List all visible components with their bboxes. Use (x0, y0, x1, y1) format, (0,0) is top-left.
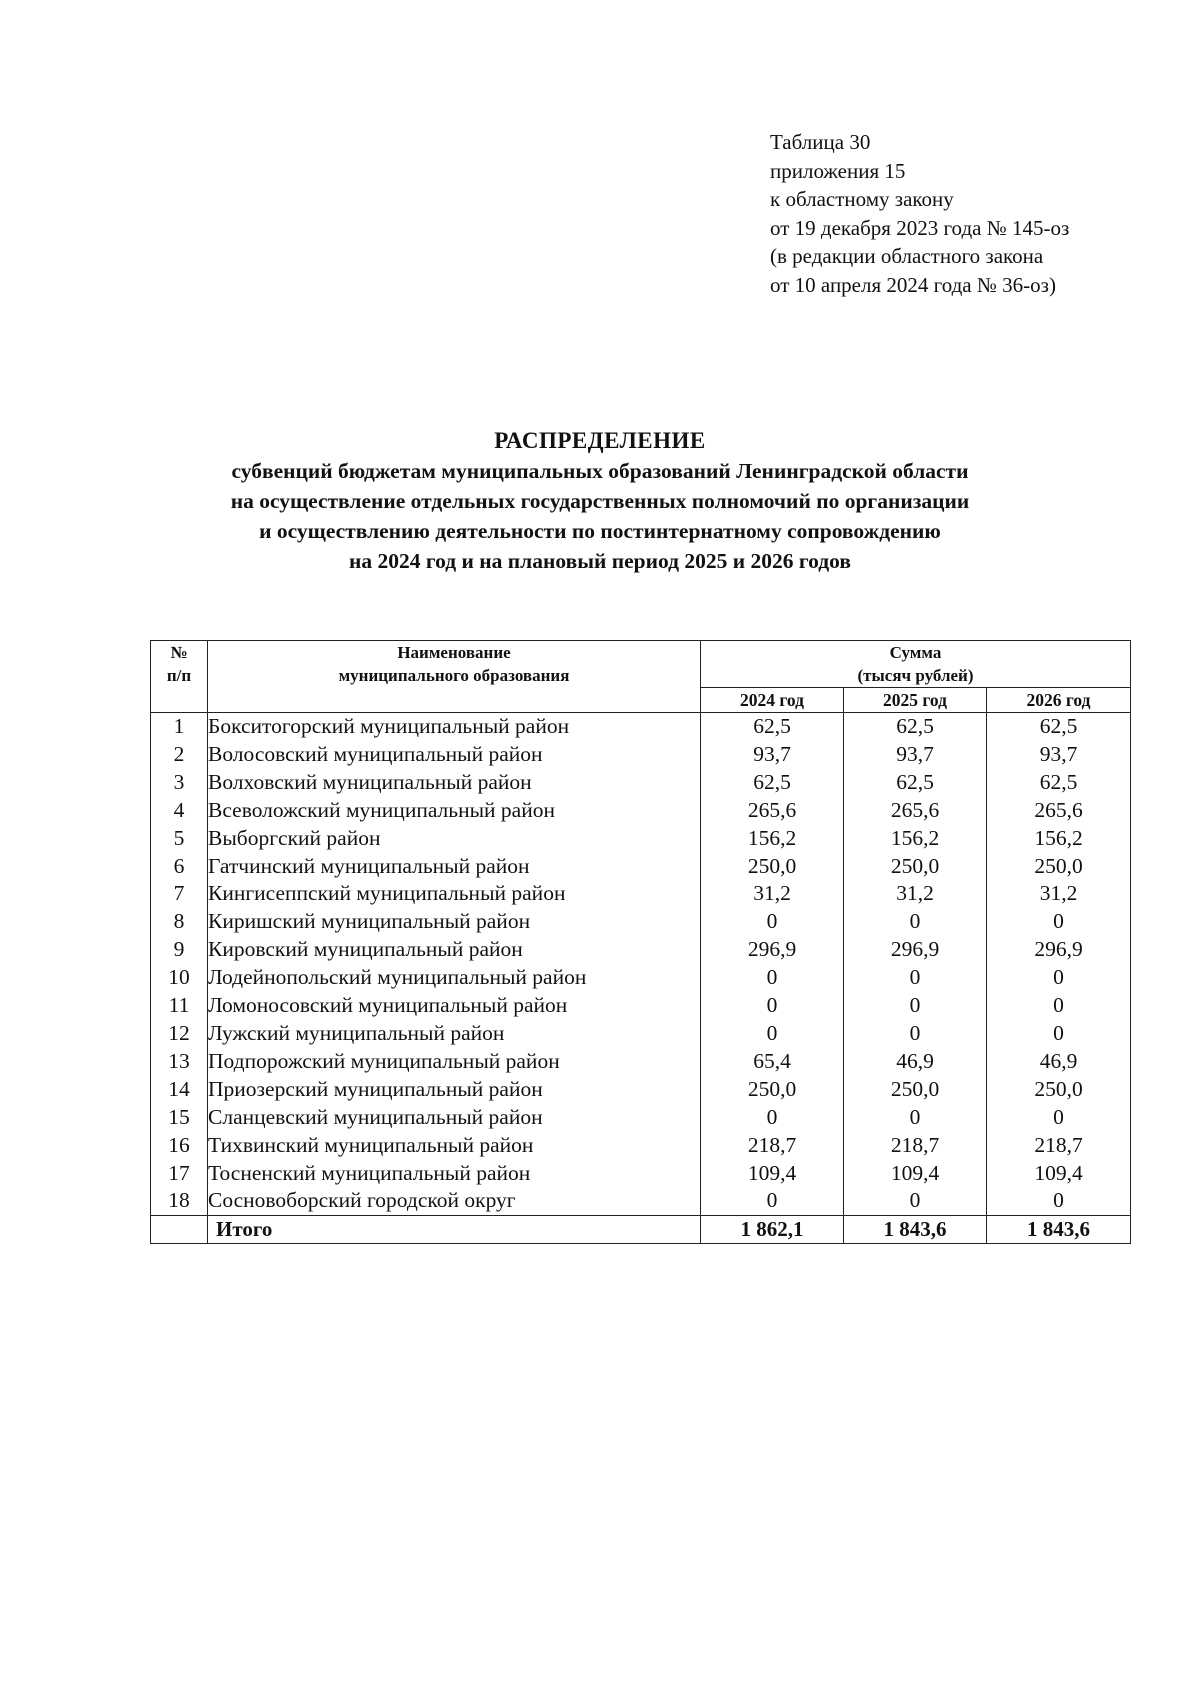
row-value-2026: 62,5 (987, 769, 1131, 797)
row-value-2024: 296,9 (701, 936, 844, 964)
total-row (151, 1216, 1131, 1244)
row-value-2024: 109,4 (701, 1160, 844, 1188)
header-sum-unit: (тысяч рублей) (857, 666, 974, 685)
header-note-line: к областному закону (770, 187, 954, 211)
row-value-2024: 218,7 (701, 1132, 844, 1160)
row-value-2026: 156,2 (987, 825, 1131, 853)
row-value-2026: 0 (987, 1020, 1131, 1048)
row-value-2026: 0 (987, 1187, 1131, 1215)
row-value-2025: 265,6 (844, 797, 987, 825)
table-row (151, 1104, 1131, 1132)
row-name: Сланцевский муниципальный район (208, 1104, 701, 1132)
row-num: 2 (151, 741, 208, 769)
row-value-2024: 156,2 (701, 825, 844, 853)
table-row (151, 741, 1131, 769)
row-num: 9 (151, 936, 208, 964)
row-value-2025: 0 (844, 1187, 987, 1215)
table-row (151, 880, 1131, 908)
row-name: Всеволожский муниципальный район (208, 797, 701, 825)
header-name-line: Наименование (397, 643, 511, 662)
table-row (151, 1160, 1131, 1188)
row-name: Тосненский муниципальный район (208, 1160, 701, 1188)
title-line: на осуществление отдельных государственных полномочий по организации (230, 489, 970, 513)
row-num: 1 (151, 713, 208, 741)
row-value-2025: 250,0 (844, 1076, 987, 1104)
row-name: Ломоносовский муниципальный район (208, 992, 701, 1020)
table-row (151, 1048, 1131, 1076)
row-value-2025: 156,2 (844, 825, 987, 853)
row-name: Кировский муниципальный район (208, 936, 701, 964)
row-value-2024: 0 (701, 1104, 844, 1132)
document-title (0, 426, 1200, 576)
row-num: 11 (151, 992, 208, 1020)
row-name: Бокситогорский муниципальный район (208, 713, 701, 741)
title-main: РАСПРЕДЕЛЕНИЕ (494, 428, 706, 453)
header-sum-label: Сумма (889, 643, 942, 662)
row-name: Гатчинский муниципальный район (208, 853, 701, 881)
header-note-line: от 10 апреля 2024 года № 36-оз) (770, 272, 1056, 297)
table-row (151, 936, 1131, 964)
row-value-2024: 0 (701, 992, 844, 1020)
header-num (151, 641, 208, 713)
title-line: на 2024 год и на плановый период 2025 и 2026 годов (349, 549, 851, 573)
total-2025: 1 843,6 (844, 1216, 987, 1244)
row-value-2025: 250,0 (844, 853, 987, 881)
row-value-2024: 0 (701, 1187, 844, 1215)
header-num-line: № (170, 643, 188, 662)
table-row (151, 797, 1131, 825)
header-note-line: от 19 декабря 2023 года № 145-оз (770, 215, 1070, 240)
row-value-2024: 0 (701, 1020, 844, 1048)
table-row (151, 1076, 1131, 1104)
row-value-2024: 62,5 (701, 713, 844, 741)
row-value-2026: 250,0 (987, 853, 1131, 881)
row-value-2024: 93,7 (701, 741, 844, 769)
header-num-line: п/п (166, 666, 192, 685)
table-row (151, 908, 1131, 936)
row-value-2026: 218,7 (987, 1132, 1131, 1160)
row-value-2025: 93,7 (844, 741, 987, 769)
row-name: Кингисеппский муниципальный район (208, 880, 701, 908)
row-num: 16 (151, 1132, 208, 1160)
row-value-2024: 62,5 (701, 769, 844, 797)
row-num: 12 (151, 1020, 208, 1048)
row-value-2025: 0 (844, 1104, 987, 1132)
header-note (770, 128, 1069, 299)
row-value-2024: 250,0 (701, 853, 844, 881)
row-value-2026: 265,6 (987, 797, 1131, 825)
total-2024: 1 862,1 (701, 1216, 844, 1244)
header-note-line: приложения 15 (770, 158, 906, 183)
row-name: Волховский муниципальный район (208, 769, 701, 797)
row-value-2024: 250,0 (701, 1076, 844, 1104)
header-year: 2024 год (701, 688, 844, 713)
row-num: 7 (151, 880, 208, 908)
row-value-2025: 62,5 (844, 769, 987, 797)
row-num: 14 (151, 1076, 208, 1104)
row-value-2025: 0 (844, 1020, 987, 1048)
row-num: 10 (151, 964, 208, 992)
title-line: и осуществлению деятельности по постинтернатному сопровождению (259, 519, 941, 543)
row-value-2024: 0 (701, 964, 844, 992)
row-value-2025: 0 (844, 992, 987, 1020)
row-value-2026: 109,4 (987, 1160, 1131, 1188)
row-value-2025: 31,2 (844, 880, 987, 908)
row-value-2026: 93,7 (987, 741, 1131, 769)
total-num (151, 1216, 208, 1244)
row-num: 8 (151, 908, 208, 936)
row-name: Волосовский муниципальный район (208, 741, 701, 769)
header-name-line: муниципального образования (338, 666, 570, 685)
row-name: Приозерский муниципальный район (208, 1076, 701, 1104)
row-name: Подпорожский муниципальный район (208, 1048, 701, 1076)
row-num: 3 (151, 769, 208, 797)
row-value-2025: 218,7 (844, 1132, 987, 1160)
row-value-2026: 250,0 (987, 1076, 1131, 1104)
row-value-2024: 65,4 (701, 1048, 844, 1076)
row-name: Тихвинский муниципальный район (208, 1132, 701, 1160)
row-name: Киришский муниципальный район (208, 908, 701, 936)
header-year: 2025 год (844, 688, 987, 713)
row-value-2025: 296,9 (844, 936, 987, 964)
row-value-2026: 0 (987, 964, 1131, 992)
table-row (151, 713, 1131, 741)
table-row (151, 964, 1131, 992)
row-num: 13 (151, 1048, 208, 1076)
table-row (151, 853, 1131, 881)
row-value-2024: 265,6 (701, 797, 844, 825)
header-name (208, 641, 701, 713)
table-row (151, 1187, 1131, 1215)
header-sum (701, 641, 1131, 688)
row-num: 6 (151, 853, 208, 881)
row-value-2026: 0 (987, 992, 1131, 1020)
header-note-line: (в редакции областного закона (770, 244, 1044, 268)
table-row (151, 769, 1131, 797)
row-value-2025: 0 (844, 964, 987, 992)
row-num: 15 (151, 1104, 208, 1132)
row-value-2025: 46,9 (844, 1048, 987, 1076)
row-value-2026: 46,9 (987, 1048, 1131, 1076)
row-value-2026: 0 (987, 1104, 1131, 1132)
distribution-table (150, 640, 1131, 1244)
table-row (151, 992, 1131, 1020)
row-value-2025: 0 (844, 908, 987, 936)
title-line: субвенций бюджетам муниципальных образований Ленинградской области (231, 459, 969, 483)
row-value-2025: 109,4 (844, 1160, 987, 1188)
table-row (151, 825, 1131, 853)
row-value-2024: 0 (701, 908, 844, 936)
row-name: Лужский муниципальный район (208, 1020, 701, 1048)
row-value-2026: 296,9 (987, 936, 1131, 964)
row-name: Лодейнопольский муниципальный район (208, 964, 701, 992)
total-label: Итого (208, 1216, 701, 1244)
row-name: Сосновоборский городской округ (208, 1187, 701, 1215)
row-value-2026: 31,2 (987, 880, 1131, 908)
row-value-2024: 31,2 (701, 880, 844, 908)
table-row (151, 1132, 1131, 1160)
table-row (151, 1020, 1131, 1048)
row-value-2025: 62,5 (844, 713, 987, 741)
row-num: 17 (151, 1160, 208, 1188)
row-num: 18 (151, 1187, 208, 1215)
row-num: 4 (151, 797, 208, 825)
row-name: Выборгский район (208, 825, 701, 853)
row-value-2026: 62,5 (987, 713, 1131, 741)
total-2026: 1 843,6 (987, 1216, 1131, 1244)
row-num: 5 (151, 825, 208, 853)
row-value-2026: 0 (987, 908, 1131, 936)
header-year: 2026 год (987, 688, 1131, 713)
header-note-line: Таблица 30 (770, 130, 871, 154)
